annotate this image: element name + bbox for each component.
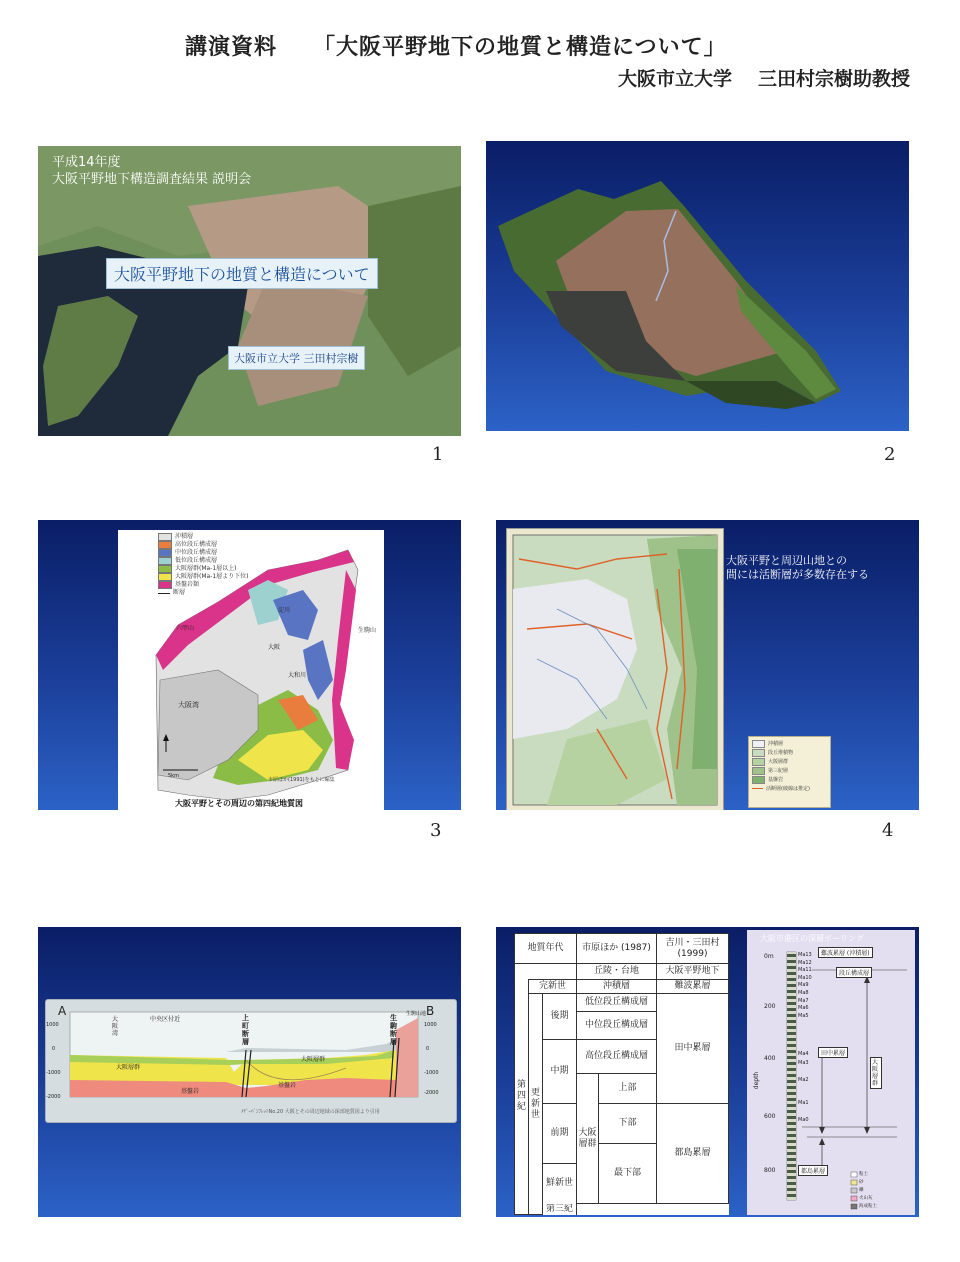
- ma-marker: Ma5: [798, 1012, 809, 1019]
- boring-depth-tick: 400: [764, 1055, 776, 1062]
- swatch: [158, 549, 172, 557]
- legend-label: 段丘堆積物: [768, 750, 794, 756]
- boring-depth-label: depth: [753, 1071, 761, 1090]
- boring-depth-tick: 600: [764, 1113, 776, 1120]
- map-label-rokko: 六甲山: [176, 625, 195, 632]
- epoch-pliocene: 鮮新世: [543, 1164, 577, 1204]
- title-prefix: 講演資料: [185, 35, 278, 60]
- legend-label: 中位段丘構成層: [175, 549, 218, 556]
- slide-title: 大阪平野地下の地質と構造について: [106, 258, 378, 289]
- swatch: [752, 749, 765, 757]
- slide-number: 4: [882, 820, 894, 841]
- period-quaternary: 第四紀: [515, 980, 529, 1215]
- legend-label: 沖積層: [768, 741, 784, 747]
- swatch: [158, 581, 172, 589]
- unit-miyakojima: 都島累層: [657, 1104, 729, 1204]
- boring-depth-tick: 800: [764, 1167, 776, 1174]
- legend-item: [752, 757, 827, 766]
- ma-marker: Ma11: [798, 967, 812, 974]
- legend-label: 海成粘土: [859, 1204, 877, 1209]
- legend-label: 断層: [173, 589, 186, 596]
- period-tertiary: 第三紀: [543, 1204, 577, 1215]
- unit-lower: 下部: [599, 1104, 657, 1144]
- map-caption: 大阪平野とその周辺の第四紀地質図: [175, 799, 303, 808]
- boring-tanaka-box: 田中累層: [818, 1047, 848, 1058]
- slide-number: 3: [430, 820, 442, 841]
- label-central: 中央区付近: [150, 1016, 181, 1023]
- label-uemachi-fault: 上町断層: [242, 1014, 249, 1046]
- ma-marker: Ma13: [798, 952, 812, 958]
- swatch: [158, 593, 170, 594]
- boring-depth-zero: 0m: [764, 953, 774, 960]
- depth-tick: 0: [52, 1046, 56, 1052]
- swatch: [158, 533, 172, 541]
- legend-label: 大阪層群: [768, 759, 789, 765]
- age-late: 後期: [543, 994, 577, 1040]
- header-plain: 大阪平野地下: [657, 964, 729, 980]
- note-line: 大阪平野と周辺山地との: [726, 554, 847, 567]
- event-year: 平成14年度: [52, 155, 121, 170]
- unit-lowest: 最下部: [599, 1144, 657, 1204]
- map-legend: [158, 533, 249, 597]
- title-main: 「大阪平野地下の地質と構造について」: [313, 35, 727, 60]
- swatch: [158, 557, 172, 565]
- fault-map-drawing: [507, 529, 723, 810]
- fault-map: [506, 528, 724, 810]
- unit-low-terrace: 低位段丘構成層: [577, 994, 657, 1012]
- label-osaka-group: 大阪層群: [301, 1056, 326, 1063]
- depth-tick: 0: [426, 1046, 430, 1052]
- slide-1: [38, 146, 461, 436]
- slide-2: [486, 141, 909, 431]
- author-org: 大阪市立大学: [617, 68, 732, 90]
- swatch: [158, 573, 172, 581]
- fault-map-legend: [748, 736, 831, 808]
- legend-item: [752, 775, 827, 784]
- terrain-3d-image: [486, 141, 909, 431]
- slide-author: 大阪市立大学 三田村宗樹: [228, 346, 365, 370]
- legend-item: [752, 748, 827, 757]
- age-middle: 中期: [543, 1040, 577, 1104]
- swatch: [158, 541, 172, 549]
- ma-marker: Ma3: [798, 1060, 809, 1066]
- legend-item: [752, 766, 827, 775]
- ma-marker: Ma2: [798, 1077, 809, 1083]
- document-title: [185, 30, 727, 61]
- boring-marker-list: [798, 952, 812, 1020]
- label-basement: 基盤岩: [181, 1088, 200, 1095]
- slide-number: 2: [884, 444, 896, 465]
- ma-marker: Ma1: [798, 1100, 809, 1106]
- cross-section: [45, 999, 457, 1123]
- legend-label: 大阪層群(Ma-1層以上): [175, 565, 237, 572]
- map-label-yamato: 大和川: [288, 672, 307, 679]
- satellite-image: [38, 146, 461, 436]
- legend-item: [752, 784, 827, 793]
- ma-marker: Ma0: [798, 1117, 809, 1123]
- depth-tick: -1000: [46, 1070, 61, 1076]
- legend-label: 粘土: [859, 1172, 868, 1177]
- age-early: 前期: [543, 1104, 577, 1164]
- legend-item: [158, 541, 249, 549]
- document-author: [618, 64, 910, 91]
- swatch: [752, 767, 765, 775]
- swatch: [158, 565, 172, 573]
- map-label-bay: 大阪湾: [178, 701, 199, 709]
- author-name: 三田村宗樹助教授: [757, 68, 910, 90]
- legend-label: 大阪層群(Ma-1層より下位): [175, 573, 249, 580]
- slide-5: [38, 927, 461, 1217]
- label-ikoma-fault: 生駒断層: [390, 1014, 397, 1046]
- slide-3: [38, 520, 461, 810]
- ma-marker: Ma12: [798, 959, 812, 966]
- ma-marker: Ma6: [798, 1005, 809, 1012]
- fault-note: [726, 554, 869, 582]
- section-end-a: A: [58, 1004, 67, 1018]
- legend-label: 礫: [859, 1188, 864, 1193]
- label-basement: 基盤岩: [278, 1082, 297, 1089]
- slide-4: [496, 520, 919, 810]
- event-title: 大阪平野地下構造調査結果 説明会: [52, 172, 252, 187]
- label-osaka-group: 大阪層群: [116, 1064, 141, 1071]
- ma-marker: Ma4: [798, 1051, 809, 1057]
- ma-marker: Ma10: [798, 974, 812, 981]
- unit-namba: 難波累層: [657, 980, 729, 994]
- boring-namba-box: 難波累層 (沖積層): [818, 947, 873, 958]
- legend-item: [158, 573, 249, 581]
- unit-alluvium: 沖積層: [577, 980, 657, 994]
- depth-tick: 1000: [46, 1022, 59, 1028]
- header-blank: [515, 964, 577, 980]
- legend-item: [158, 557, 249, 565]
- slide-6: [496, 927, 919, 1217]
- depth-tick: -1000: [424, 1070, 439, 1076]
- boring-terrace-box: 段丘構成層: [836, 967, 872, 978]
- ma-marker: Ma9: [798, 982, 809, 989]
- depth-tick: 1000: [424, 1022, 437, 1028]
- header-ichihara: 市原ほか (1987): [577, 934, 657, 964]
- map-label-ikoma: 生駒山: [358, 627, 377, 634]
- scale-bar-label: 5km: [168, 773, 179, 779]
- legend-label: 第三紀層: [768, 768, 789, 774]
- header-yoshikawa: 吉川・三田村 (1999): [657, 934, 729, 964]
- map-label-yodo: 淀川: [278, 607, 291, 614]
- boring-depth-tick: 200: [764, 1003, 776, 1010]
- header-hill: 丘陵・台地: [577, 964, 657, 980]
- legend-label: 火山灰: [859, 1196, 873, 1201]
- unit-high-terrace: 高位段丘構成層: [577, 1040, 657, 1074]
- map-source: 市原ほか(1991)をもとに編集: [268, 777, 335, 783]
- unit-tanaka: 田中累層: [657, 994, 729, 1104]
- ma-marker: Ma8: [798, 989, 809, 996]
- legend-label: 沖積層: [175, 533, 194, 540]
- geologic-map: [118, 530, 384, 810]
- boring-legend: [859, 1171, 877, 1211]
- swatch: [752, 740, 765, 748]
- legend-item: [158, 533, 249, 541]
- stratigraphy-table: [514, 933, 729, 1215]
- map-label-osaka: 大阪: [268, 644, 281, 651]
- ma-marker: Ma7: [798, 997, 809, 1004]
- event-name: [52, 154, 251, 188]
- legend-label: 基盤岩類: [175, 581, 200, 588]
- legend-label: 基盤岩: [768, 777, 784, 783]
- swatch: [752, 788, 763, 789]
- legend-item: [752, 739, 827, 748]
- section-end-b: B: [426, 1004, 435, 1018]
- note-line: 間には活断層が多数存在する: [726, 568, 869, 581]
- slide-number: 1: [432, 444, 444, 465]
- swatch: [752, 758, 765, 766]
- swatch: [752, 776, 765, 784]
- unit-osaka-group: 大阪層群: [577, 1074, 599, 1204]
- legend-item: [158, 565, 249, 573]
- legend-label: 砂: [859, 1180, 864, 1185]
- legend-label: 活断層(破線は推定): [766, 786, 810, 792]
- legend-label: 高位段丘構成層: [175, 541, 218, 548]
- label-bay: 大阪湾: [112, 1016, 119, 1037]
- unit-mid-terrace: 中位段丘構成層: [577, 1012, 657, 1040]
- legend-label: 低位段丘構成層: [175, 557, 218, 564]
- boring-miyakojima-box: 都島累層: [798, 1165, 828, 1176]
- epoch-holocene: 完新世: [529, 980, 577, 994]
- label-ikoma-mtn: 生駒山地: [406, 1011, 427, 1017]
- depth-tick: -2000: [46, 1094, 61, 1100]
- legend-item: [158, 581, 249, 589]
- depth-tick: -2000: [424, 1090, 439, 1096]
- unit-upper: 上部: [599, 1074, 657, 1104]
- header-age: 地質年代: [515, 934, 577, 964]
- section-source: ﾒﾃﾞｰﾊﾟﾝﾌﾚｯﾄNo.20 大阪とその周辺地域の深部地質図より引用: [241, 1109, 380, 1115]
- legend-item: [158, 589, 249, 597]
- boring-title: 大阪市港区の深層ボーリング: [760, 934, 864, 943]
- legend-item: [158, 549, 249, 557]
- epoch-pleistocene: 更新世: [529, 994, 543, 1215]
- boring-osaka-box: 大阪層群: [870, 1057, 882, 1089]
